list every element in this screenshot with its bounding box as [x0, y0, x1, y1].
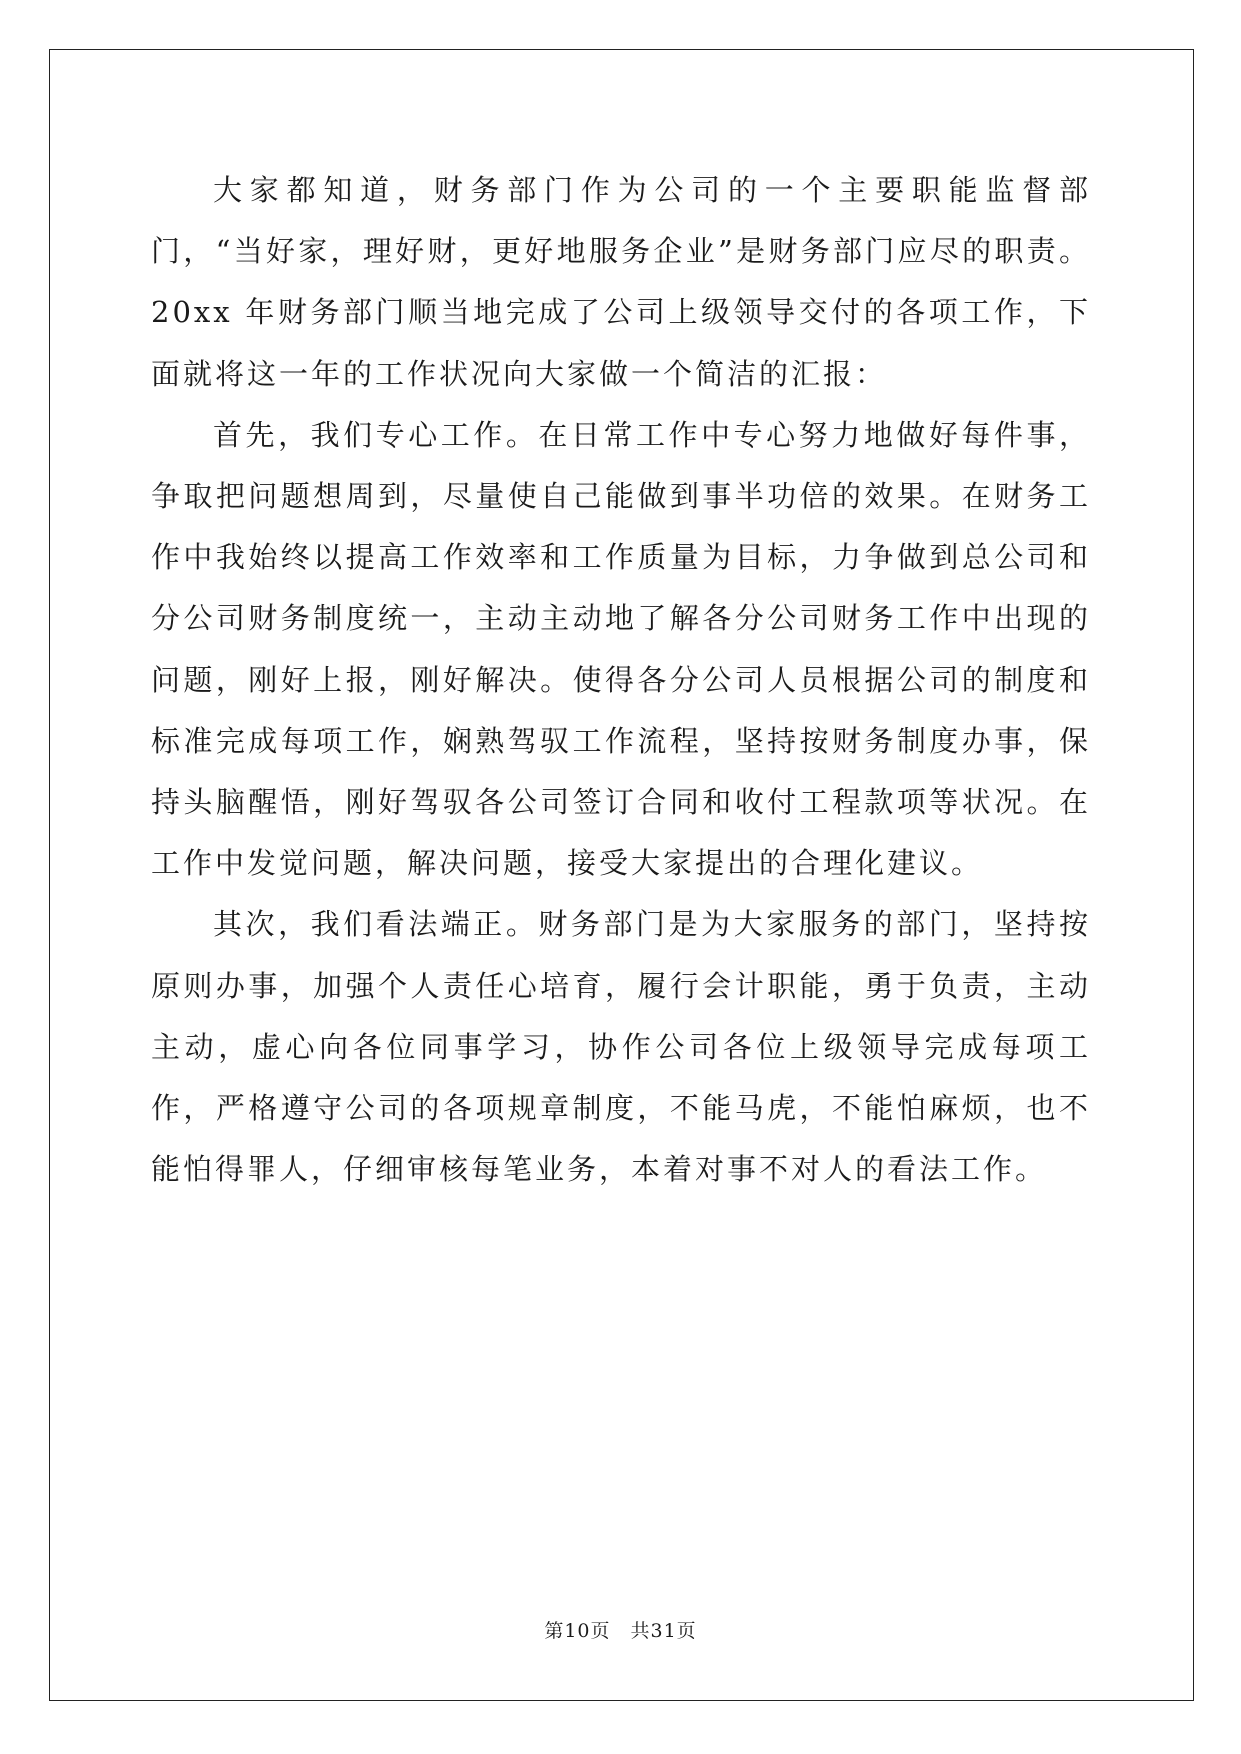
- document-body: [151, 160, 1091, 1200]
- paragraph: 大家都知道，财务部门作为公司的一个主要职能监督部门，“当好家，理好财，更好地服务企业”是财务部门应尽的职责。20xx 年财务部门顺当地完成了公司上级领导交付的各项工作，下面就将这一年的工作状况向大家做一个简洁的汇报：: [151, 173, 1091, 391]
- page-number-footer: 第10页 共31页: [544, 1620, 697, 1642]
- paragraph: 首先，我们专心工作。在日常工作中专心努力地做好每件事，争取把问题想周到，尽量使自己能做到事半功倍的效果。在财务工作中我始终以提高工作效率和工作质量为目标，力争做到总公司和分公司财务制度统一，主动主动地了解各分公司财务工作中出现的问题，刚好上报，刚好解决。使得各分公司人员根据公司的制度和标准完成每项工作，娴熟驾驭工作流程，坚持按财务制度办事，保持头脑醒悟，刚好驾驭各公司签订合同和收付工程款项等状况。在工作中发觉问题，解决问题，接受大家提出的合理化建议。: [151, 417, 1091, 881]
- paragraph: 其次，我们看法端正。财务部门是为大家服务的部门，坚持按原则办事，加强个人责任心培育，履行会计职能，勇于负责，主动主动，虚心向各位同事学习，协作公司各位上级领导完成每项工作，严格遵守公司的各项规章制度，不能马虎，不能怕麻烦，也不能怕得罪人，仔细审核每笔业务，本着对事不对人的看法工作。: [151, 907, 1091, 1187]
